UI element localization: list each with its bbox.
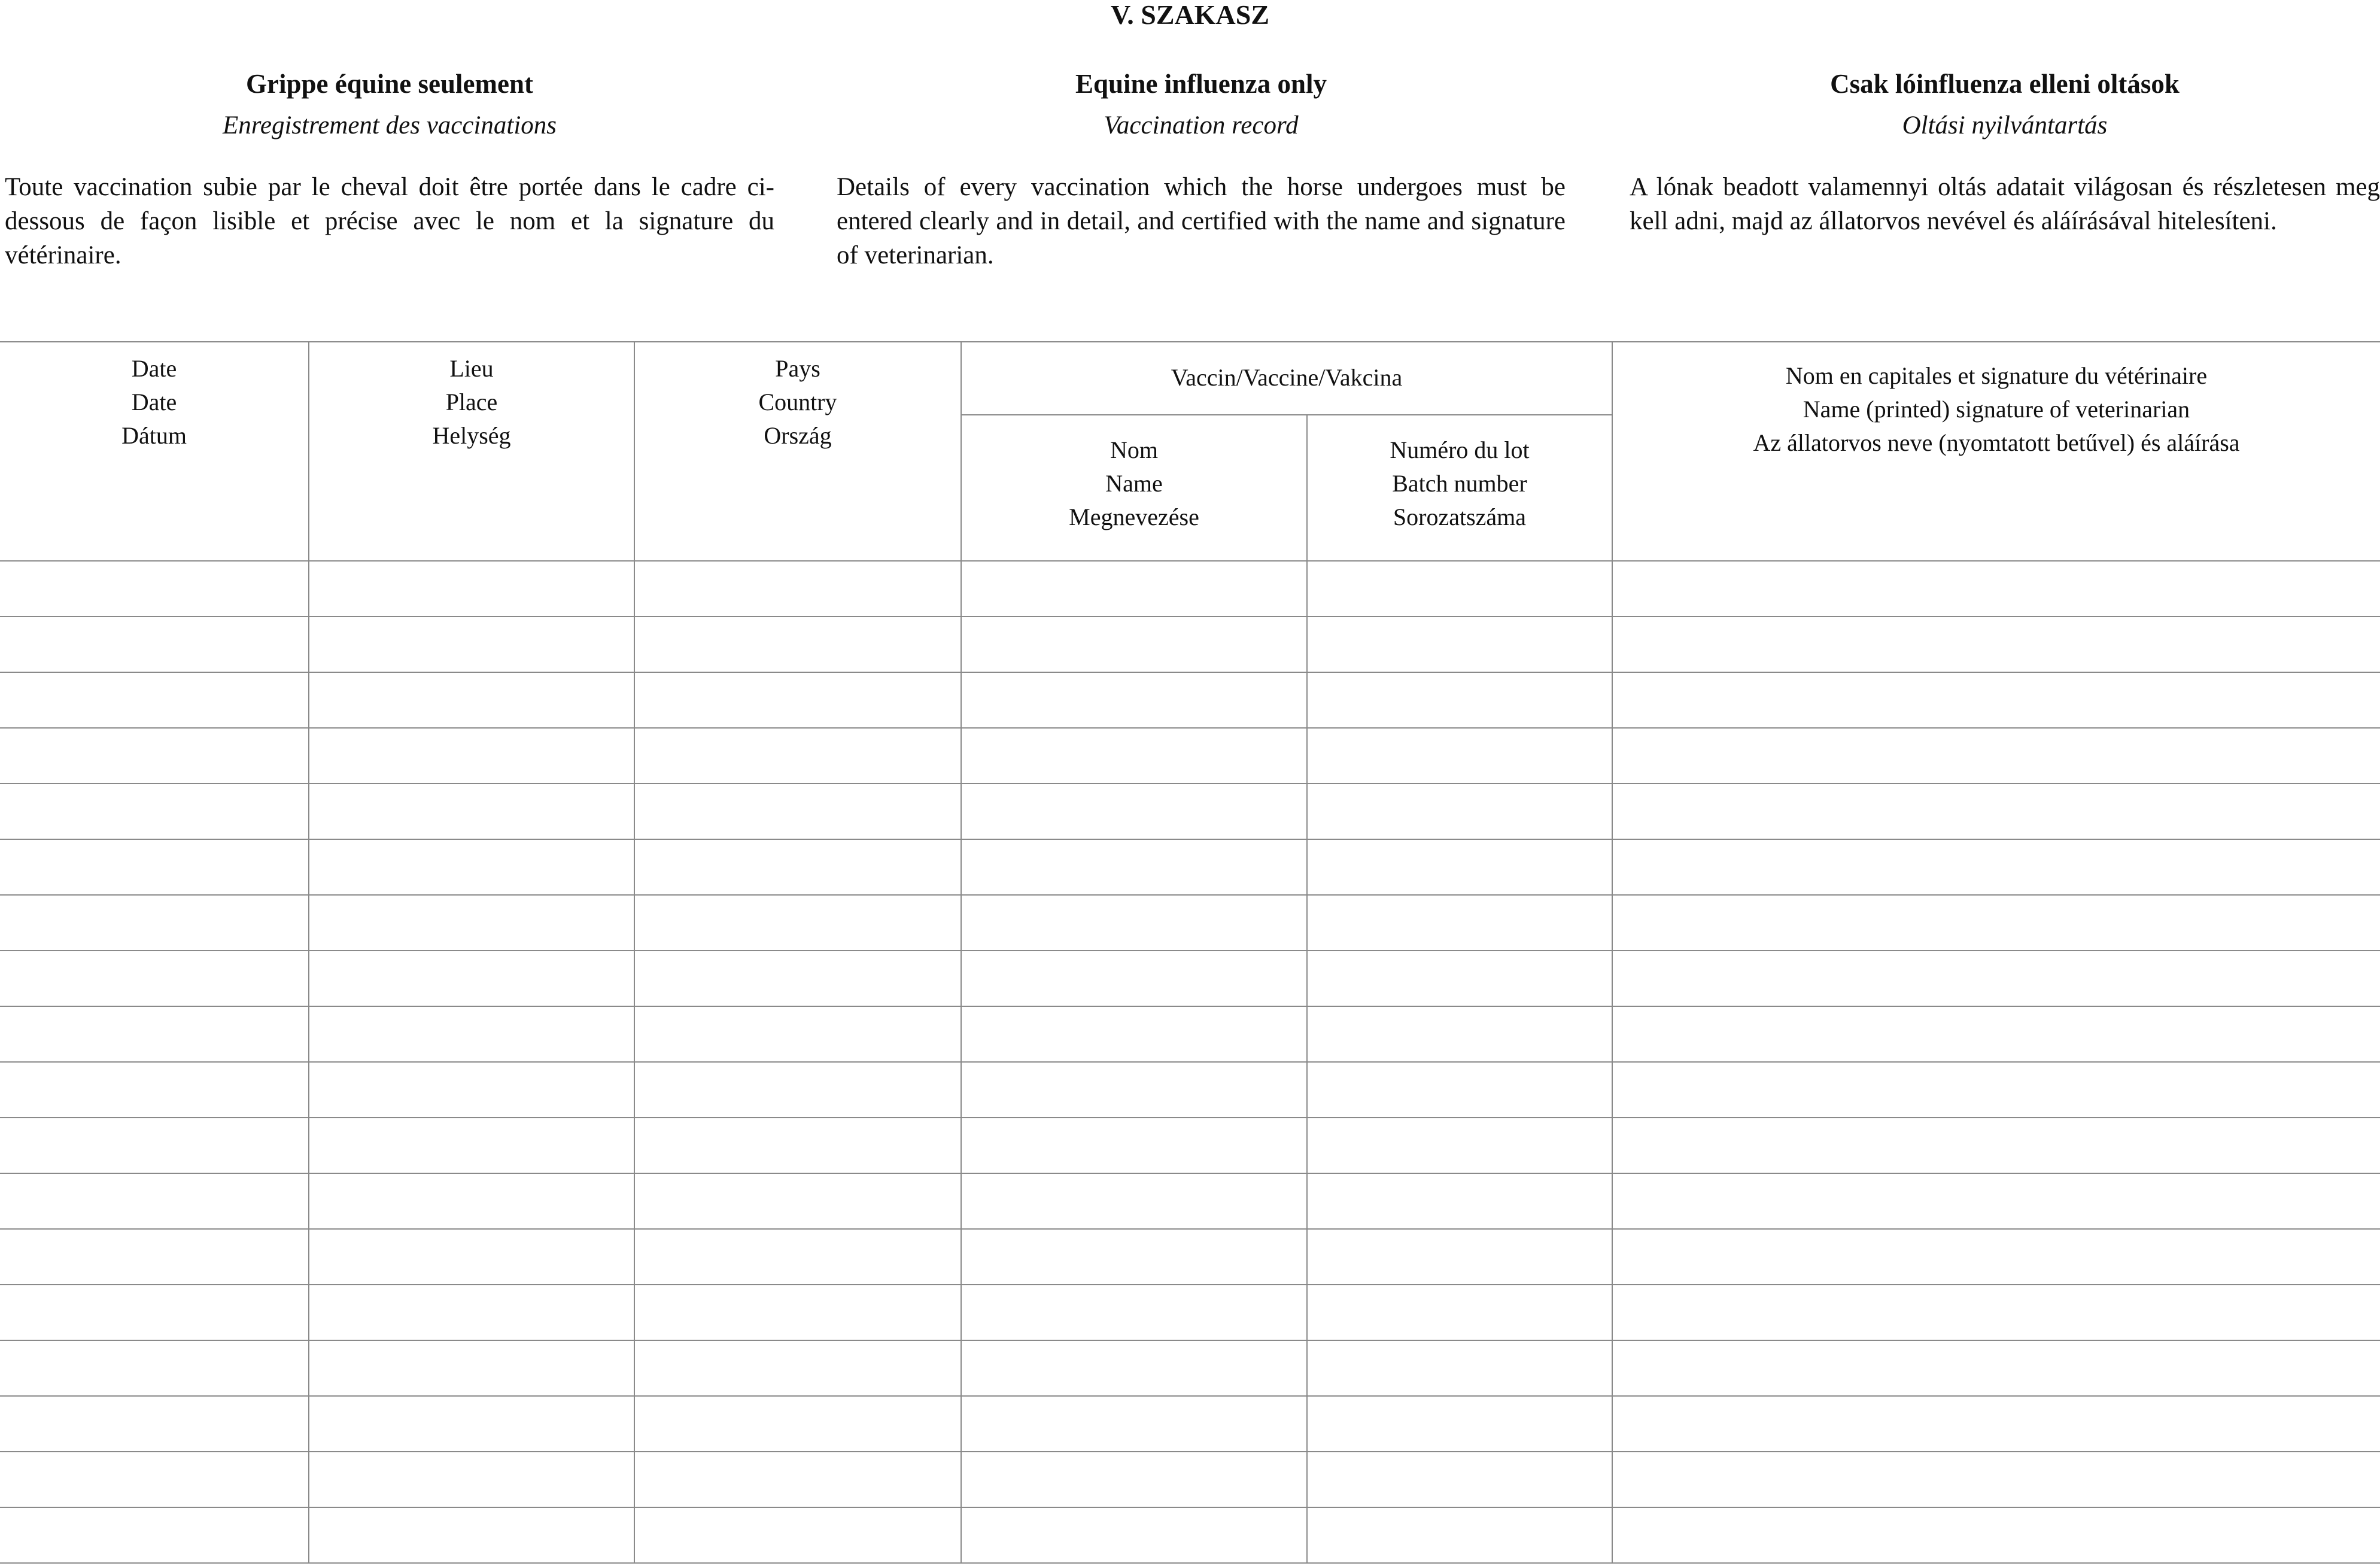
batch-number-header: Numéro du lot Batch number Sorozatszáma [1307,415,1612,561]
place-cell[interactable] [309,839,634,895]
country-cell[interactable] [634,1229,961,1285]
english-heading: Equine influenza only [1075,69,1327,99]
veterinarian-cell[interactable] [1612,895,2380,951]
country-cell[interactable] [634,784,961,839]
place-cell[interactable] [309,728,634,784]
country-cell[interactable] [634,728,961,784]
vaccine-name-cell[interactable] [961,784,1307,839]
country-cell[interactable] [634,672,961,728]
batch-number-cell[interactable] [1307,1118,1612,1173]
vaccine-name-cell[interactable] [961,839,1307,895]
place-cell[interactable] [309,1340,634,1396]
date-cell[interactable] [0,1285,309,1340]
country-cell[interactable] [634,895,961,951]
table-row [0,895,2380,951]
hungarian-heading: Csak lóinfluenza elleni oltások [1830,69,2180,99]
batch-number-cell[interactable] [1307,1173,1612,1229]
english-section [837,66,1566,272]
country-cell[interactable] [634,1062,961,1118]
table-row [0,1062,2380,1118]
english-subheading: Vaccination record [1104,111,1299,139]
vaccine-name-cell[interactable] [961,672,1307,728]
veterinarian-header: Nom en capitales et signature du vétérinaire Name (printed) signature of veterinarian Az állatorvos neve (nyomtatott betűvel) és aláírása [1612,341,2380,561]
country-cell[interactable] [634,1452,961,1507]
table-row [0,784,2380,839]
place-cell[interactable] [309,561,634,617]
table-row [0,1507,2380,1563]
veterinarian-cell[interactable] [1612,1229,2380,1285]
vaccine-name-cell[interactable] [961,1173,1307,1229]
date-cell[interactable] [0,1062,309,1118]
date-cell[interactable] [0,1173,309,1229]
vaccine-name-cell[interactable] [961,1396,1307,1452]
date-cell[interactable] [0,561,309,617]
country-cell[interactable] [634,839,961,895]
veterinarian-cell[interactable] [1612,1452,2380,1507]
record-rows [0,561,2380,1563]
vaccine-name-cell[interactable] [961,1229,1307,1285]
vaccine-name-cell[interactable] [961,1340,1307,1396]
veterinarian-cell[interactable] [1612,951,2380,1006]
table-row [0,1173,2380,1229]
date-cell[interactable] [0,1507,309,1563]
country-cell[interactable] [634,1340,961,1396]
place-cell[interactable] [309,1229,634,1285]
vaccine-name-cell[interactable] [961,895,1307,951]
veterinarian-cell[interactable] [1612,1173,2380,1229]
vaccine-group-header: Vaccin/Vaccine/Vakcina [961,341,1612,415]
place-cell[interactable] [309,1006,634,1062]
veterinarian-cell[interactable] [1612,1340,2380,1396]
vaccine-name-cell[interactable] [961,951,1307,1006]
batch-number-cell[interactable] [1307,617,1612,672]
batch-number-cell[interactable] [1307,1452,1612,1507]
date-cell[interactable] [0,672,309,728]
veterinarian-cell[interactable] [1612,839,2380,895]
country-header: Pays Country Ország [634,341,961,561]
vaccine-name-cell[interactable] [961,1452,1307,1507]
table-row [0,839,2380,895]
country-cell[interactable] [634,1006,961,1062]
batch-number-cell[interactable] [1307,1285,1612,1340]
batch-number-cell[interactable] [1307,1340,1612,1396]
batch-number-cell[interactable] [1307,561,1612,617]
batch-number-cell[interactable] [1307,895,1612,951]
batch-number-cell[interactable] [1307,1062,1612,1118]
veterinarian-cell[interactable] [1612,617,2380,672]
date-cell[interactable] [0,1396,309,1452]
place-cell[interactable] [309,1118,634,1173]
batch-number-cell[interactable] [1307,784,1612,839]
veterinarian-cell[interactable] [1612,1118,2380,1173]
vaccine-name-cell[interactable] [961,1006,1307,1062]
country-cell[interactable] [634,1507,961,1563]
table-row [0,728,2380,784]
date-cell[interactable] [0,1118,309,1173]
french-subheading: Enregistrement des vaccinations [222,111,557,139]
date-cell[interactable] [0,1229,309,1285]
table-row [0,1396,2380,1452]
place-cell[interactable] [309,672,634,728]
table-row [0,1340,2380,1396]
vaccine-name-cell[interactable] [961,1507,1307,1563]
batch-number-cell[interactable] [1307,728,1612,784]
table-row [0,561,2380,617]
date-cell[interactable] [0,728,309,784]
vaccine-name-cell[interactable] [961,1118,1307,1173]
place-cell[interactable] [309,1062,634,1118]
hungarian-section [1630,66,2380,238]
veterinarian-cell[interactable] [1612,728,2380,784]
place-cell[interactable] [309,1396,634,1452]
place-cell[interactable] [309,784,634,839]
country-cell[interactable] [634,1285,961,1340]
country-cell[interactable] [634,1396,961,1452]
date-cell[interactable] [0,839,309,895]
batch-number-cell[interactable] [1307,672,1612,728]
veterinarian-cell[interactable] [1612,784,2380,839]
place-cell[interactable] [309,1285,634,1340]
table-row [0,1118,2380,1173]
page-title: V. SZAKASZ [1110,0,1270,30]
place-cell[interactable] [309,951,634,1006]
vaccine-name-cell[interactable] [961,561,1307,617]
place-cell[interactable] [309,895,634,951]
table-row [0,617,2380,672]
veterinarian-cell[interactable] [1612,561,2380,617]
french-instructions: Toute vaccination subie par le cheval doit être portée dans le cadre ci-dessous de façon lisible et précise avec le nom et la signature du vétérinaire. [5,173,774,269]
place-cell[interactable] [309,1507,634,1563]
vaccine-name-header: Nom Name Megnevezése [961,415,1307,561]
batch-number-cell[interactable] [1307,951,1612,1006]
hungarian-instructions: A lónak beadott valamennyi oltás adatait világosan és részletesen meg kell adni, majd az állatorvos nevével és aláírásával hitelesíteni. [1630,173,2380,235]
batch-number-cell[interactable] [1307,1229,1612,1285]
country-cell[interactable] [634,1173,961,1229]
country-cell[interactable] [634,617,961,672]
table-row [0,1006,2380,1062]
english-instructions: Details of every vaccination which the horse undergoes must be entered clearly and in detail, and certified with the name and signature of veterinarian. [837,173,1566,269]
country-cell[interactable] [634,951,961,1006]
veterinarian-cell[interactable] [1612,672,2380,728]
table-row [0,672,2380,728]
date-cell[interactable] [0,1452,309,1507]
veterinarian-cell[interactable] [1612,1507,2380,1563]
table-row [0,1285,2380,1340]
place-cell[interactable] [309,1173,634,1229]
french-section [5,66,774,272]
veterinarian-cell[interactable] [1612,1285,2380,1340]
vaccine-name-cell[interactable] [961,617,1307,672]
batch-number-cell[interactable] [1307,839,1612,895]
hungarian-subheading: Oltási nyilvántartás [1902,111,2108,139]
table-row [0,1229,2380,1285]
table-row [0,951,2380,1006]
veterinarian-cell[interactable] [1612,1006,2380,1062]
place-cell[interactable] [309,617,634,672]
veterinarian-cell[interactable] [1612,1062,2380,1118]
vaccine-name-cell[interactable] [961,728,1307,784]
vaccine-name-cell[interactable] [961,1062,1307,1118]
veterinarian-cell[interactable] [1612,1396,2380,1452]
place-header: Lieu Place Helység [309,341,634,561]
date-cell[interactable] [0,1340,309,1396]
date-cell[interactable] [0,1006,309,1062]
table-row [0,1452,2380,1507]
vaccination-record-table [0,341,2380,1564]
batch-number-cell[interactable] [1307,1507,1612,1563]
vaccine-name-cell[interactable] [961,1285,1307,1340]
date-cell[interactable] [0,895,309,951]
country-cell[interactable] [634,561,961,617]
date-cell[interactable] [0,617,309,672]
place-cell[interactable] [309,1452,634,1507]
date-cell[interactable] [0,951,309,1006]
date-cell[interactable] [0,784,309,839]
batch-number-cell[interactable] [1307,1396,1612,1452]
batch-number-cell[interactable] [1307,1006,1612,1062]
date-header: Date Date Dátum [0,341,309,561]
french-heading: Grippe équine seulement [246,69,533,99]
country-cell[interactable] [634,1118,961,1173]
